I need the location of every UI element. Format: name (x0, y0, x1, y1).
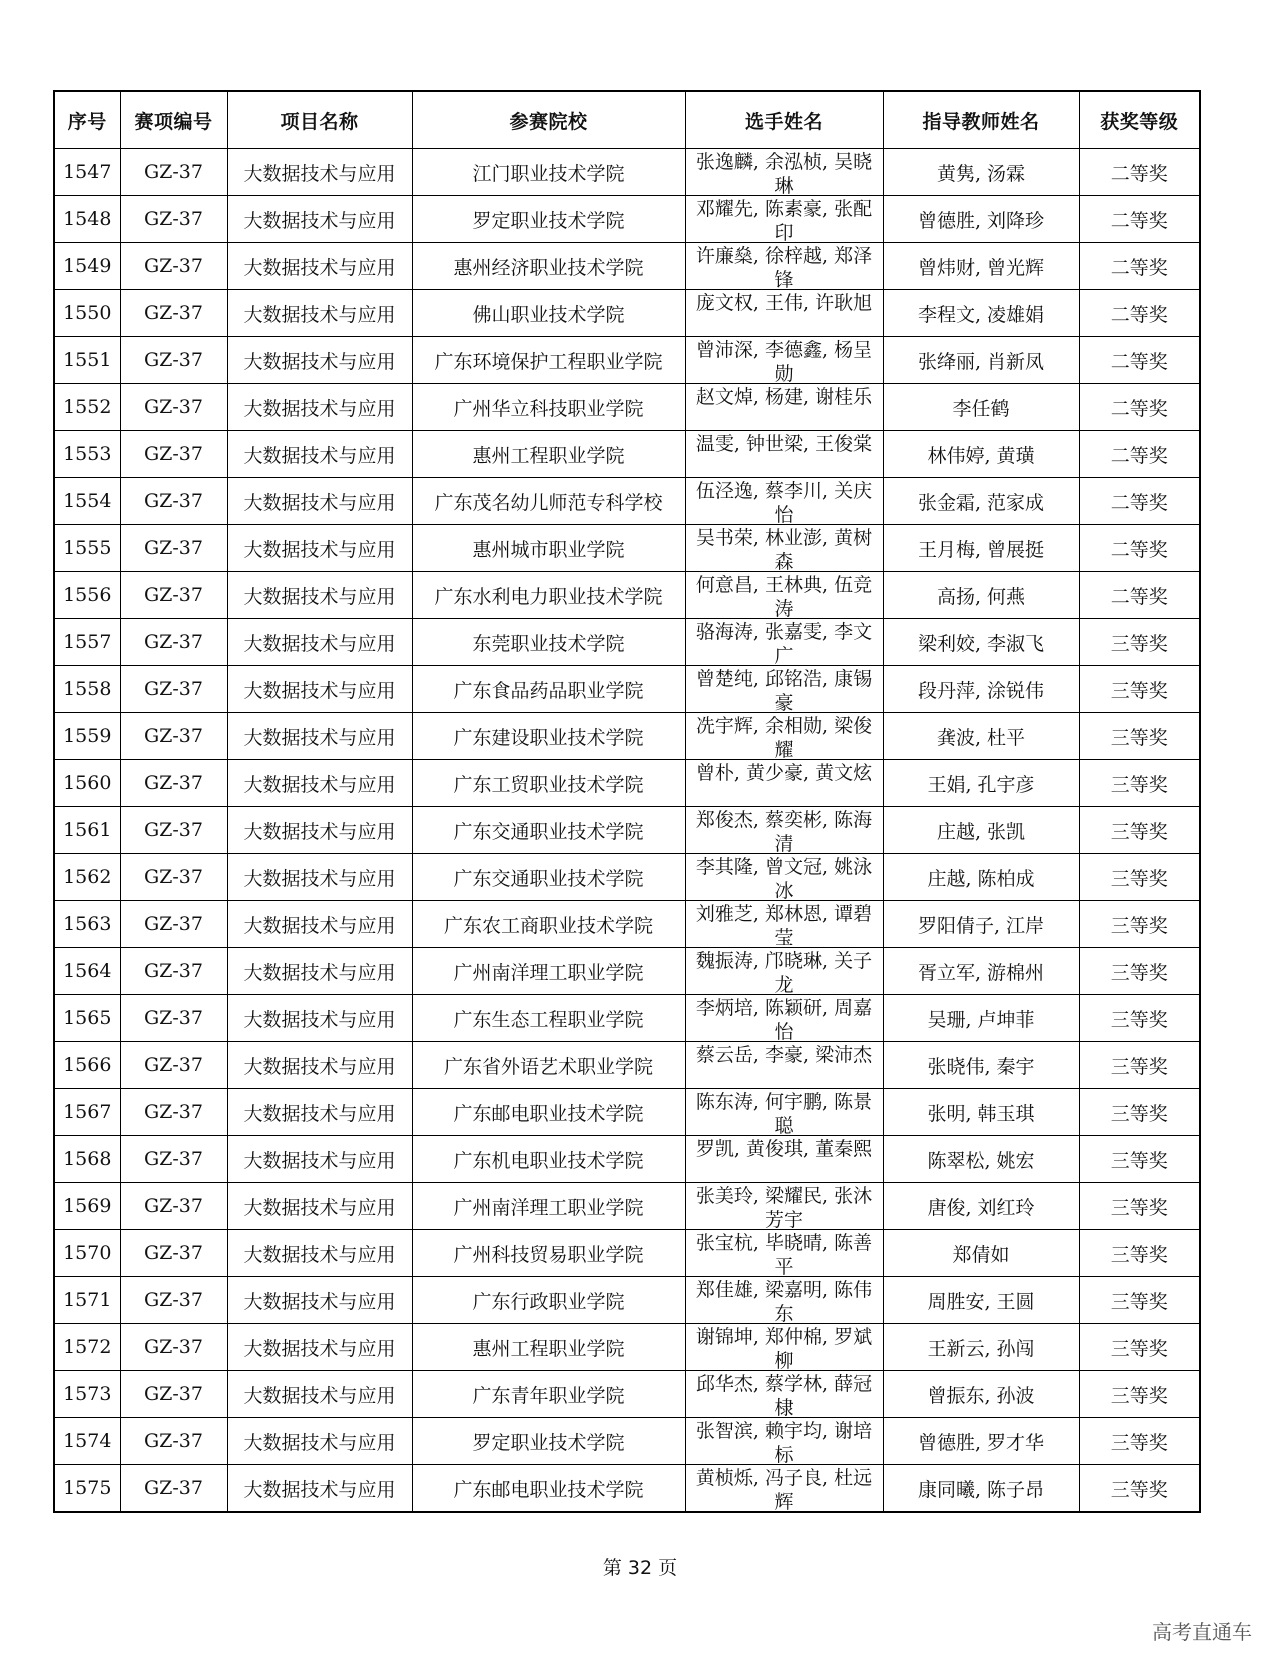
cell-index: 1556 (54, 572, 120, 619)
student-names: 冼宇辉, 余相勋, 梁俊耀 (695, 714, 873, 759)
cell-project-name: 大数据技术与应用 (227, 619, 412, 666)
cell-event-code: GZ-37 (120, 431, 227, 478)
cell-students (685, 478, 883, 525)
awards-table (53, 90, 1201, 1513)
cell-school: 广东农工商职业技术学院 (412, 901, 685, 948)
table-row (54, 1277, 1200, 1324)
cell-index: 1565 (54, 995, 120, 1042)
cell-school: 广东环境保护工程职业学院 (412, 337, 685, 384)
table-row (54, 807, 1200, 854)
cell-project-name: 大数据技术与应用 (227, 1277, 412, 1324)
student-names: 邓耀先, 陈素豪, 张配印 (695, 197, 873, 242)
cell-advisors: 王月梅, 曾展挺 (883, 525, 1079, 572)
cell-award-level: 三等奖 (1079, 1042, 1200, 1089)
cell-event-code: GZ-37 (120, 478, 227, 525)
table-row (54, 760, 1200, 807)
cell-project-name: 大数据技术与应用 (227, 1042, 412, 1089)
table-row (54, 196, 1200, 243)
cell-school: 惠州经济职业技术学院 (412, 243, 685, 290)
cell-index: 1550 (54, 290, 120, 337)
student-names: 许廉燊, 徐梓越, 郑泽锋 (695, 244, 873, 289)
cell-event-code: GZ-37 (120, 1324, 227, 1371)
cell-students (685, 713, 883, 760)
cell-project-name: 大数据技术与应用 (227, 1465, 412, 1513)
cell-advisors: 龚波, 杜平 (883, 713, 1079, 760)
cell-event-code: GZ-37 (120, 1277, 227, 1324)
table-row (54, 431, 1200, 478)
cell-award-level: 三等奖 (1079, 619, 1200, 666)
cell-school: 广东邮电职业技术学院 (412, 1465, 685, 1513)
cell-award-level: 二等奖 (1079, 196, 1200, 243)
cell-advisors: 王新云, 孙闯 (883, 1324, 1079, 1371)
cell-index: 1570 (54, 1230, 120, 1277)
cell-advisors: 张明, 韩玉琪 (883, 1089, 1079, 1136)
cell-school: 佛山职业技术学院 (412, 290, 685, 337)
cell-advisors: 陈翠松, 姚宏 (883, 1136, 1079, 1183)
cell-award-level: 三等奖 (1079, 1371, 1200, 1418)
cell-project-name: 大数据技术与应用 (227, 1371, 412, 1418)
student-names: 邱华杰, 蔡学林, 薛冠棣 (695, 1372, 873, 1417)
table-row (54, 1089, 1200, 1136)
cell-event-code: GZ-37 (120, 196, 227, 243)
cell-students (685, 807, 883, 854)
cell-event-code: GZ-37 (120, 1089, 227, 1136)
cell-school: 广东建设职业技术学院 (412, 713, 685, 760)
table-row (54, 948, 1200, 995)
cell-project-name: 大数据技术与应用 (227, 1183, 412, 1230)
cell-project-name: 大数据技术与应用 (227, 948, 412, 995)
cell-students (685, 901, 883, 948)
cell-advisors: 康同曦, 陈子昂 (883, 1465, 1079, 1513)
student-names: 曾沛深, 李德鑫, 杨呈勋 (695, 338, 873, 383)
cell-students (685, 854, 883, 901)
cell-index: 1575 (54, 1465, 120, 1513)
table-row (54, 149, 1200, 196)
cell-project-name: 大数据技术与应用 (227, 760, 412, 807)
cell-index: 1568 (54, 1136, 120, 1183)
cell-index: 1560 (54, 760, 120, 807)
cell-school: 广州南洋理工职业学院 (412, 948, 685, 995)
header-index: 序号 (54, 91, 120, 149)
header-students: 选手姓名 (685, 91, 883, 149)
table-header-row (54, 91, 1200, 149)
cell-project-name: 大数据技术与应用 (227, 1089, 412, 1136)
cell-index: 1554 (54, 478, 120, 525)
table-row (54, 290, 1200, 337)
cell-school: 罗定职业技术学院 (412, 1418, 685, 1465)
cell-award-level: 三等奖 (1079, 713, 1200, 760)
student-names: 刘雅芝, 郑林恩, 谭碧莹 (695, 902, 873, 947)
cell-advisors: 梁利姣, 李淑飞 (883, 619, 1079, 666)
cell-index: 1562 (54, 854, 120, 901)
student-names: 张智滨, 赖宇均, 谢培标 (695, 1419, 873, 1464)
cell-students (685, 1277, 883, 1324)
table-row (54, 478, 1200, 525)
cell-event-code: GZ-37 (120, 807, 227, 854)
student-names: 曾朴, 黄少豪, 黄文炫 (695, 761, 873, 784)
cell-advisors: 黄隽, 汤霖 (883, 149, 1079, 196)
cell-advisors: 吴珊, 卢坤菲 (883, 995, 1079, 1042)
cell-project-name: 大数据技术与应用 (227, 525, 412, 572)
cell-award-level: 三等奖 (1079, 1277, 1200, 1324)
cell-project-name: 大数据技术与应用 (227, 1324, 412, 1371)
cell-project-name: 大数据技术与应用 (227, 384, 412, 431)
student-names: 骆海涛, 张嘉雯, 李文广 (695, 620, 873, 665)
cell-school: 广东省外语艺术职业学院 (412, 1042, 685, 1089)
cell-index: 1547 (54, 149, 120, 196)
student-names: 吴书荣, 林业澎, 黄树森 (695, 526, 873, 571)
cell-award-level: 二等奖 (1079, 384, 1200, 431)
cell-project-name: 大数据技术与应用 (227, 572, 412, 619)
student-names: 谢锦坤, 郑仲棉, 罗斌柳 (695, 1325, 873, 1370)
student-names: 郑俊杰, 蔡奕彬, 陈海清 (695, 808, 873, 853)
cell-award-level: 二等奖 (1079, 337, 1200, 384)
cell-students (685, 290, 883, 337)
table-row (54, 1465, 1200, 1513)
cell-event-code: GZ-37 (120, 1465, 227, 1513)
table-row (54, 337, 1200, 384)
student-names: 温雯, 钟世梁, 王俊棠 (695, 432, 873, 455)
cell-index: 1571 (54, 1277, 120, 1324)
cell-award-level: 三等奖 (1079, 1324, 1200, 1371)
cell-advisors: 王娟, 孔宇彦 (883, 760, 1079, 807)
cell-students (685, 619, 883, 666)
cell-school: 惠州城市职业学院 (412, 525, 685, 572)
cell-event-code: GZ-37 (120, 1183, 227, 1230)
cell-project-name: 大数据技术与应用 (227, 337, 412, 384)
cell-award-level: 三等奖 (1079, 1418, 1200, 1465)
cell-school: 惠州工程职业学院 (412, 1324, 685, 1371)
cell-students (685, 431, 883, 478)
cell-project-name: 大数据技术与应用 (227, 1418, 412, 1465)
cell-school: 广州科技贸易职业学院 (412, 1230, 685, 1277)
cell-index: 1572 (54, 1324, 120, 1371)
cell-award-level: 三等奖 (1079, 1089, 1200, 1136)
table-body (54, 149, 1200, 1513)
table-row (54, 1371, 1200, 1418)
cell-event-code: GZ-37 (120, 901, 227, 948)
cell-advisors: 李任鹤 (883, 384, 1079, 431)
cell-students (685, 1230, 883, 1277)
cell-advisors: 高扬, 何燕 (883, 572, 1079, 619)
table-row (54, 995, 1200, 1042)
header-school: 参赛院校 (412, 91, 685, 149)
cell-event-code: GZ-37 (120, 149, 227, 196)
cell-award-level: 二等奖 (1079, 525, 1200, 572)
cell-school: 广东工贸职业技术学院 (412, 760, 685, 807)
table-row (54, 854, 1200, 901)
student-names: 郑佳雄, 梁嘉明, 陈伟东 (695, 1278, 873, 1323)
cell-school: 广东茂名幼儿师范专科学校 (412, 478, 685, 525)
cell-event-code: GZ-37 (120, 290, 227, 337)
cell-advisors: 庄越, 陈柏成 (883, 854, 1079, 901)
cell-index: 1573 (54, 1371, 120, 1418)
cell-advisors: 郑倩如 (883, 1230, 1079, 1277)
cell-index: 1566 (54, 1042, 120, 1089)
cell-advisors: 张晓伟, 秦宇 (883, 1042, 1079, 1089)
table-row (54, 1418, 1200, 1465)
cell-index: 1559 (54, 713, 120, 760)
cell-award-level: 三等奖 (1079, 901, 1200, 948)
student-names: 伍泾逸, 蔡李川, 关庆怡 (695, 479, 873, 524)
cell-project-name: 大数据技术与应用 (227, 666, 412, 713)
cell-students (685, 337, 883, 384)
cell-index: 1549 (54, 243, 120, 290)
cell-index: 1551 (54, 337, 120, 384)
cell-event-code: GZ-37 (120, 525, 227, 572)
cell-advisors: 李程文, 凌雄娟 (883, 290, 1079, 337)
cell-school: 广东邮电职业技术学院 (412, 1089, 685, 1136)
cell-award-level: 三等奖 (1079, 995, 1200, 1042)
cell-index: 1548 (54, 196, 120, 243)
cell-project-name: 大数据技术与应用 (227, 290, 412, 337)
student-names: 张宝杭, 毕晓晴, 陈善平 (695, 1231, 873, 1276)
cell-project-name: 大数据技术与应用 (227, 807, 412, 854)
student-names: 曾楚纯, 邱铭浩, 康锡豪 (695, 667, 873, 712)
cell-event-code: GZ-37 (120, 760, 227, 807)
cell-students (685, 1042, 883, 1089)
cell-index: 1567 (54, 1089, 120, 1136)
table-row (54, 1230, 1200, 1277)
student-names: 李其隆, 曾文冠, 姚泳冰 (695, 855, 873, 900)
cell-project-name: 大数据技术与应用 (227, 1136, 412, 1183)
header-project-name: 项目名称 (227, 91, 412, 149)
cell-students (685, 243, 883, 290)
cell-award-level: 三等奖 (1079, 854, 1200, 901)
cell-event-code: GZ-37 (120, 619, 227, 666)
watermark: 高考直通车 (1152, 1620, 1252, 1644)
header-event-code: 赛项编号 (120, 91, 227, 149)
table-row (54, 243, 1200, 290)
header-advisors: 指导教师姓名 (883, 91, 1079, 149)
cell-index: 1569 (54, 1183, 120, 1230)
cell-award-level: 三等奖 (1079, 1230, 1200, 1277)
cell-advisors: 张金霜, 范家成 (883, 478, 1079, 525)
student-names: 李炳培, 陈颖研, 周嘉怡 (695, 996, 873, 1041)
cell-project-name: 大数据技术与应用 (227, 243, 412, 290)
cell-index: 1557 (54, 619, 120, 666)
cell-school: 广东生态工程职业学院 (412, 995, 685, 1042)
cell-index: 1564 (54, 948, 120, 995)
table-row (54, 1183, 1200, 1230)
student-names: 罗凯, 黄俊琪, 董秦熙 (695, 1137, 873, 1160)
cell-advisors: 段丹萍, 涂锐伟 (883, 666, 1079, 713)
student-names: 何意昌, 王林典, 伍竞涛 (695, 573, 873, 618)
student-names: 蔡云岳, 李豪, 梁沛杰 (695, 1043, 873, 1066)
cell-event-code: GZ-37 (120, 666, 227, 713)
cell-event-code: GZ-37 (120, 1136, 227, 1183)
cell-index: 1561 (54, 807, 120, 854)
cell-award-level: 三等奖 (1079, 948, 1200, 995)
cell-advisors: 张绛丽, 肖新凤 (883, 337, 1079, 384)
cell-event-code: GZ-37 (120, 1371, 227, 1418)
table-row (54, 384, 1200, 431)
cell-project-name: 大数据技术与应用 (227, 196, 412, 243)
cell-index: 1563 (54, 901, 120, 948)
cell-event-code: GZ-37 (120, 243, 227, 290)
student-names: 陈东涛, 何宇鹏, 陈景聪 (695, 1090, 873, 1135)
cell-project-name: 大数据技术与应用 (227, 149, 412, 196)
cell-advisors: 周胜安, 王圆 (883, 1277, 1079, 1324)
table-row (54, 901, 1200, 948)
cell-award-level: 二等奖 (1079, 572, 1200, 619)
cell-advisors: 罗阳倩子, 江岸 (883, 901, 1079, 948)
cell-award-level: 二等奖 (1079, 149, 1200, 196)
table-row (54, 572, 1200, 619)
cell-school: 广东水利电力职业技术学院 (412, 572, 685, 619)
cell-school: 广东行政职业学院 (412, 1277, 685, 1324)
page-number: 第 32 页 (602, 1557, 678, 1579)
table-row (54, 1324, 1200, 1371)
cell-students (685, 1465, 883, 1513)
cell-award-level: 三等奖 (1079, 807, 1200, 854)
cell-students (685, 948, 883, 995)
cell-event-code: GZ-37 (120, 1418, 227, 1465)
cell-school: 惠州工程职业学院 (412, 431, 685, 478)
cell-project-name: 大数据技术与应用 (227, 901, 412, 948)
cell-students (685, 384, 883, 431)
cell-students (685, 1183, 883, 1230)
cell-project-name: 大数据技术与应用 (227, 995, 412, 1042)
cell-event-code: GZ-37 (120, 1042, 227, 1089)
cell-students (685, 572, 883, 619)
student-names: 魏振涛, 邝晓琳, 关子龙 (695, 949, 873, 994)
table-row (54, 1042, 1200, 1089)
cell-award-level: 二等奖 (1079, 290, 1200, 337)
cell-school: 罗定职业技术学院 (412, 196, 685, 243)
cell-award-level: 三等奖 (1079, 1136, 1200, 1183)
cell-students (685, 666, 883, 713)
cell-students (685, 1136, 883, 1183)
cell-index: 1555 (54, 525, 120, 572)
cell-index: 1553 (54, 431, 120, 478)
cell-project-name: 大数据技术与应用 (227, 1230, 412, 1277)
cell-students (685, 1089, 883, 1136)
cell-advisors: 庄越, 张凯 (883, 807, 1079, 854)
cell-advisors: 曾德胜, 刘降珍 (883, 196, 1079, 243)
cell-award-level: 二等奖 (1079, 431, 1200, 478)
cell-students (685, 196, 883, 243)
cell-project-name: 大数据技术与应用 (227, 713, 412, 760)
table-row (54, 713, 1200, 760)
cell-school: 广东食品药品职业学院 (412, 666, 685, 713)
cell-award-level: 三等奖 (1079, 760, 1200, 807)
cell-event-code: GZ-37 (120, 337, 227, 384)
student-names: 赵文焯, 杨建, 谢桂乐 (695, 385, 873, 408)
cell-advisors: 曾炜财, 曾光辉 (883, 243, 1079, 290)
cell-advisors: 胥立军, 游棉州 (883, 948, 1079, 995)
cell-award-level: 三等奖 (1079, 1183, 1200, 1230)
cell-students (685, 995, 883, 1042)
student-names: 庞文权, 王伟, 许耿旭 (695, 291, 873, 314)
cell-advisors: 林伟婷, 黄璜 (883, 431, 1079, 478)
cell-students (685, 525, 883, 572)
cell-advisors: 曾振东, 孙波 (883, 1371, 1079, 1418)
table-row (54, 1136, 1200, 1183)
cell-school: 广州南洋理工职业学院 (412, 1183, 685, 1230)
cell-event-code: GZ-37 (120, 995, 227, 1042)
cell-project-name: 大数据技术与应用 (227, 854, 412, 901)
student-names: 张美玲, 梁耀民, 张沐芳宇 (695, 1184, 873, 1229)
cell-event-code: GZ-37 (120, 384, 227, 431)
table-row (54, 525, 1200, 572)
cell-students (685, 1371, 883, 1418)
cell-award-level: 二等奖 (1079, 478, 1200, 525)
cell-students (685, 149, 883, 196)
cell-event-code: GZ-37 (120, 854, 227, 901)
student-names: 张逸麟, 余泓桢, 吴晓琳 (695, 150, 873, 195)
cell-event-code: GZ-37 (120, 572, 227, 619)
cell-award-level: 三等奖 (1079, 1465, 1200, 1513)
cell-school: 广东机电职业技术学院 (412, 1136, 685, 1183)
cell-school: 广东交通职业技术学院 (412, 807, 685, 854)
table-row (54, 666, 1200, 713)
cell-award-level: 二等奖 (1079, 243, 1200, 290)
cell-event-code: GZ-37 (120, 948, 227, 995)
table-row (54, 619, 1200, 666)
cell-award-level: 三等奖 (1079, 666, 1200, 713)
cell-index: 1558 (54, 666, 120, 713)
cell-project-name: 大数据技术与应用 (227, 478, 412, 525)
cell-event-code: GZ-37 (120, 1230, 227, 1277)
cell-school: 广东青年职业学院 (412, 1371, 685, 1418)
cell-students (685, 760, 883, 807)
cell-school: 江门职业技术学院 (412, 149, 685, 196)
cell-school: 东莞职业技术学院 (412, 619, 685, 666)
cell-index: 1574 (54, 1418, 120, 1465)
cell-school: 广东交通职业技术学院 (412, 854, 685, 901)
header-award-level: 获奖等级 (1079, 91, 1200, 149)
cell-students (685, 1418, 883, 1465)
cell-event-code: GZ-37 (120, 713, 227, 760)
cell-index: 1552 (54, 384, 120, 431)
cell-advisors: 曾德胜, 罗才华 (883, 1418, 1079, 1465)
student-names: 黄桢烁, 冯子良, 杜远辉 (695, 1466, 873, 1511)
cell-advisors: 唐俊, 刘红玲 (883, 1183, 1079, 1230)
cell-school: 广州华立科技职业学院 (412, 384, 685, 431)
cell-project-name: 大数据技术与应用 (227, 431, 412, 478)
cell-students (685, 1324, 883, 1371)
